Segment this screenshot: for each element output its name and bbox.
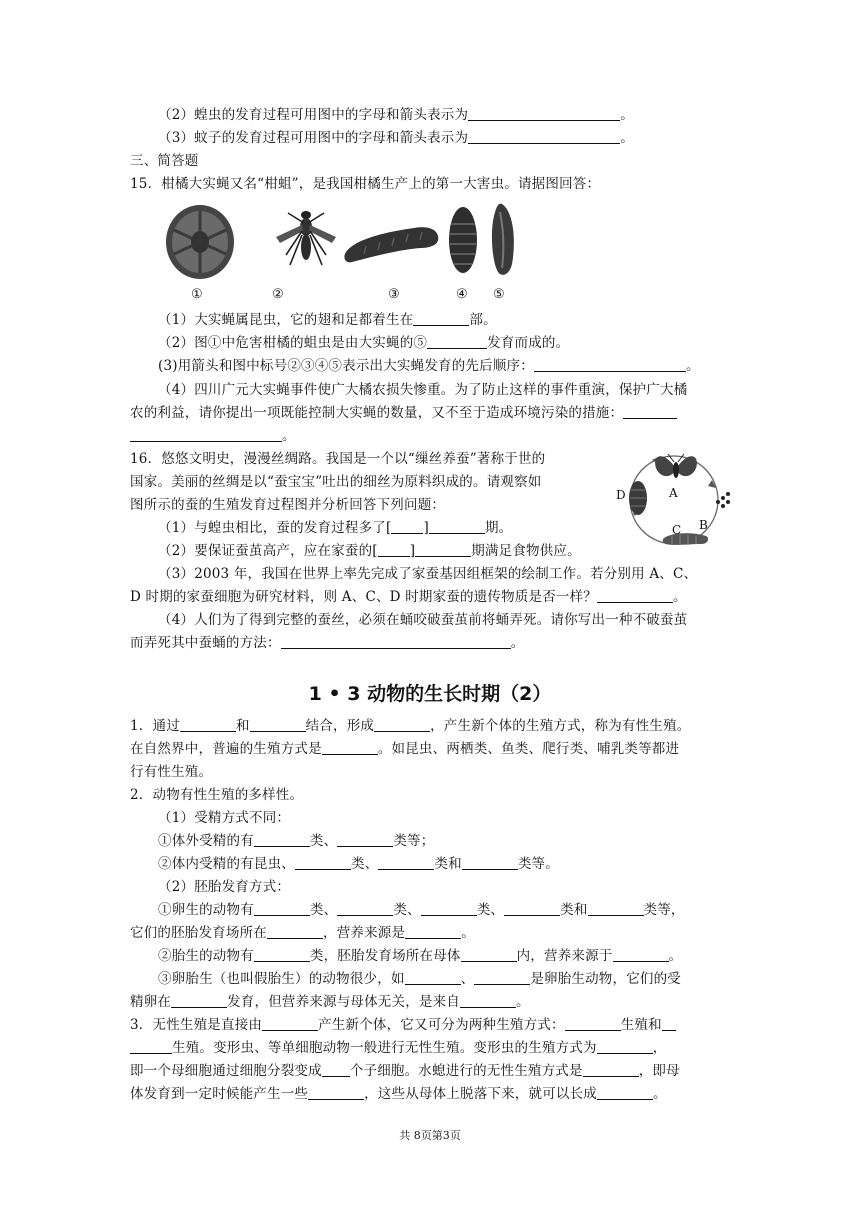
answer-blank[interactable]: [405, 970, 461, 985]
q15-part-1: （1）大实蝇属昆虫，它的翅和足都着生在 部。: [158, 312, 497, 328]
answer-blank[interactable]: [308, 1085, 364, 1100]
answer-blank[interactable]: [171, 993, 227, 1008]
section-heading: 三、简答题: [130, 153, 199, 169]
silkworm-larva-icon: [663, 533, 708, 545]
answer-blank[interactable]: [461, 947, 517, 962]
fruitfly-life-stages-figure: [158, 200, 528, 282]
answer-blank[interactable]: [662, 1016, 676, 1031]
answer-blank[interactable]: [504, 901, 560, 916]
answer-blank[interactable]: [378, 855, 434, 870]
answer-blank[interactable]: [180, 717, 236, 732]
answer-blank[interactable]: [534, 357, 686, 372]
answer-blank[interactable]: [254, 901, 310, 916]
s2-line-oviparous: ①卵生的动物有 类、 类、 类、 类和 类等，: [158, 902, 685, 918]
answer-blank[interactable]: [337, 901, 393, 916]
page-footer: 共 8页第3页: [399, 1129, 461, 1142]
answer-blank[interactable]: [462, 855, 518, 870]
q15-stem: 15．柑橘大实蝇又名“柑蛆”，是我国柑橘生产上的第一大害虫。请据图回答：: [130, 176, 601, 192]
answer-blank[interactable]: [413, 311, 469, 326]
answer-blank[interactable]: [130, 427, 282, 442]
q14-line-3: （3）蚊子的发育过程可用图中的字母和箭头表示为 。: [158, 130, 634, 146]
answer-blank[interactable]: [468, 106, 620, 121]
s3-line-3: 即一个母细胞通过细胞分裂变成 个子细胞。水螅进行的无性生殖方式是 ，即母: [130, 1063, 680, 1079]
answer-blank[interactable]: [281, 634, 511, 649]
answer-blank[interactable]: [588, 901, 644, 916]
s2-line-ovoviviparous-2: 精卵在 发育，但营养来源与母体无关，是来自 。: [130, 994, 530, 1010]
s2-line-internal: ②体内受精的有昆虫、 类、 类和 类等。: [158, 856, 559, 872]
answer-blank[interactable]: [613, 947, 669, 962]
s2-line-external: ①体外受精的有 类、 类等；: [158, 833, 435, 849]
q16-part-2: （2）要保证蚕茧高产，应在家蚕的[ ] 期满足食物供应。: [158, 543, 581, 559]
q16-stem-line-1: 16．悠悠文明史，漫漫丝绸路。我国是一个以“缫丝养蚕”著称于世的: [130, 451, 546, 467]
q15-part-4-line-2: 农的利益，请你提出一项既能控制大实蝇的数量，又不至于造成环境污染的措施：: [130, 403, 677, 423]
s2-line-ovoviviparous: ③卵胎生（也叫假胎生）的动物很少，如 、 是卵胎生动物，它们的受: [158, 971, 682, 987]
answer-blank[interactable]: [374, 717, 430, 732]
answer-blank[interactable]: [378, 542, 410, 557]
answer-blank[interactable]: [250, 717, 306, 732]
s2-sub-1: （1）受精方式不同：: [158, 810, 291, 826]
adult-fly-icon: [276, 211, 336, 265]
figure-label-1: ①: [191, 287, 203, 302]
s2-sub-2: （2）胚胎发育方式：: [158, 879, 291, 895]
q16-part-1: （1）与蝗虫相比，蚕的发育过程多了[ ] 期。: [158, 520, 513, 536]
s1-line-3: 行有性生殖。: [130, 764, 213, 780]
larva-icon: [344, 227, 438, 262]
answer-blank[interactable]: [391, 519, 423, 534]
answer-blank[interactable]: [405, 924, 461, 939]
figure-label-5: ⑤: [493, 287, 505, 302]
q16-part-3-line-2: D 时期的家蚕细胞为研究材料，则 A、C、D 时期家蚕的遗传物质是否一样？ 。: [130, 589, 687, 605]
q16-part-3-line-1: （3）2003 年，我国在世界上率先完成了家蚕基因组框架的绘制工作。若分别用 A、C、: [158, 566, 698, 582]
answer-blank[interactable]: [597, 1039, 653, 1054]
stage-label-d: D: [616, 488, 626, 502]
cocoon-icon: [629, 481, 647, 515]
s3-line-4: 体发育到一定时候能产生一些 ，这些从母体上脱落下来，就可以长成 。: [130, 1086, 667, 1102]
q16-stem-line-2: 国家。美丽的丝绸是以“蚕宝宝”吐出的细丝为原料织成的。请观察如: [130, 474, 542, 490]
answer-blank[interactable]: [565, 1016, 621, 1031]
stage-label-b: B: [699, 518, 708, 532]
answer-blank[interactable]: [474, 970, 530, 985]
answer-blank[interactable]: [583, 1062, 639, 1077]
citrus-fruit-icon: [166, 205, 234, 279]
page-title: 1 • 3 动物的生长时期（2）: [308, 683, 552, 705]
moth-icon: [655, 454, 697, 478]
answer-blank[interactable]: [427, 334, 487, 349]
q15-part-2: （2）图①中危害柑橘的蛆虫是由大实蝇的⑤ 发育而成的。: [158, 335, 570, 351]
answer-blank[interactable]: [429, 519, 485, 534]
figure-label-2: ②: [272, 287, 284, 302]
answer-blank[interactable]: [254, 832, 310, 847]
answer-blank[interactable]: [322, 740, 378, 755]
s2-heading: 2．动物有性生殖的多样性。: [130, 787, 304, 803]
egg-icon: [492, 204, 514, 275]
answer-blank[interactable]: [460, 993, 516, 1008]
answer-blank[interactable]: [415, 542, 471, 557]
answer-blank[interactable]: [267, 924, 323, 939]
answer-blank[interactable]: [623, 404, 677, 419]
q16-part-4-line-2: 而弄死其中蚕蛹的方法： 。: [130, 635, 525, 651]
s3-line-2: 生殖。变形虫、等单细胞动物一般进行无性生殖。变形虫的生殖方式为 ，: [130, 1038, 666, 1058]
stage-label-a: A: [669, 486, 678, 500]
answer-blank[interactable]: [295, 855, 351, 870]
pupa-icon: [449, 207, 477, 273]
answer-blank[interactable]: [421, 901, 477, 916]
s1-line-1: 1．通过 和 结合，形成 ，产生新个体的生殖方式，称为有性生殖。: [130, 718, 691, 734]
s2-line-oviparous-2: 它们的胚胎发育场所在 ，营养来源是 。: [130, 925, 475, 941]
answer-blank[interactable]: [130, 1039, 172, 1054]
figure-label-4: ④: [456, 287, 468, 302]
q15-part-3: (3)用箭头和图中标号②③④⑤表示出大实蝇发育的先后顺序： 。: [158, 358, 700, 374]
s2-line-viviparous: ②胎生的动物有 类，胚胎发育场所在母体 内，营养来源于 。: [158, 948, 683, 964]
answer-blank[interactable]: [337, 832, 393, 847]
answer-blank[interactable]: [322, 1062, 350, 1077]
s3-line-1: 3．无性生殖是直接由 产生新个体，它又可分为两种生殖方式： 生殖和: [130, 1015, 676, 1035]
q14-line-2: （2）蝗虫的发育过程可用图中的字母和箭头表示为 。: [158, 107, 634, 123]
stage-label-c: C: [672, 523, 682, 537]
answer-blank[interactable]: [254, 947, 310, 962]
answer-blank[interactable]: [597, 588, 673, 603]
q15-part-4-line-3: 。: [130, 426, 296, 446]
figure-label-3: ③: [388, 287, 400, 302]
answer-blank[interactable]: [468, 129, 620, 144]
q16-stem-line-3: 图所示的蚕的生殖发育过程图并分析回答下列问题：: [130, 497, 446, 513]
answer-blank[interactable]: [597, 1085, 653, 1100]
q16-part-4-line-1: （4）人们为了得到完整的蚕丝，必须在蛹咬破蚕茧前将蛹弄死。请你写出一种不破蚕茧: [158, 612, 688, 628]
s1-line-2: 在自然界中，普遍的生殖方式是 。如昆虫、两栖类、鱼类、爬行类、哺乳类等都进: [130, 741, 680, 757]
answer-blank[interactable]: [262, 1016, 318, 1031]
q15-part-4-line-1: （4）四川广元大实蝇事件使广大橘农损失惨重。为了防止这样的事件重演，保护广大橘: [158, 382, 688, 398]
